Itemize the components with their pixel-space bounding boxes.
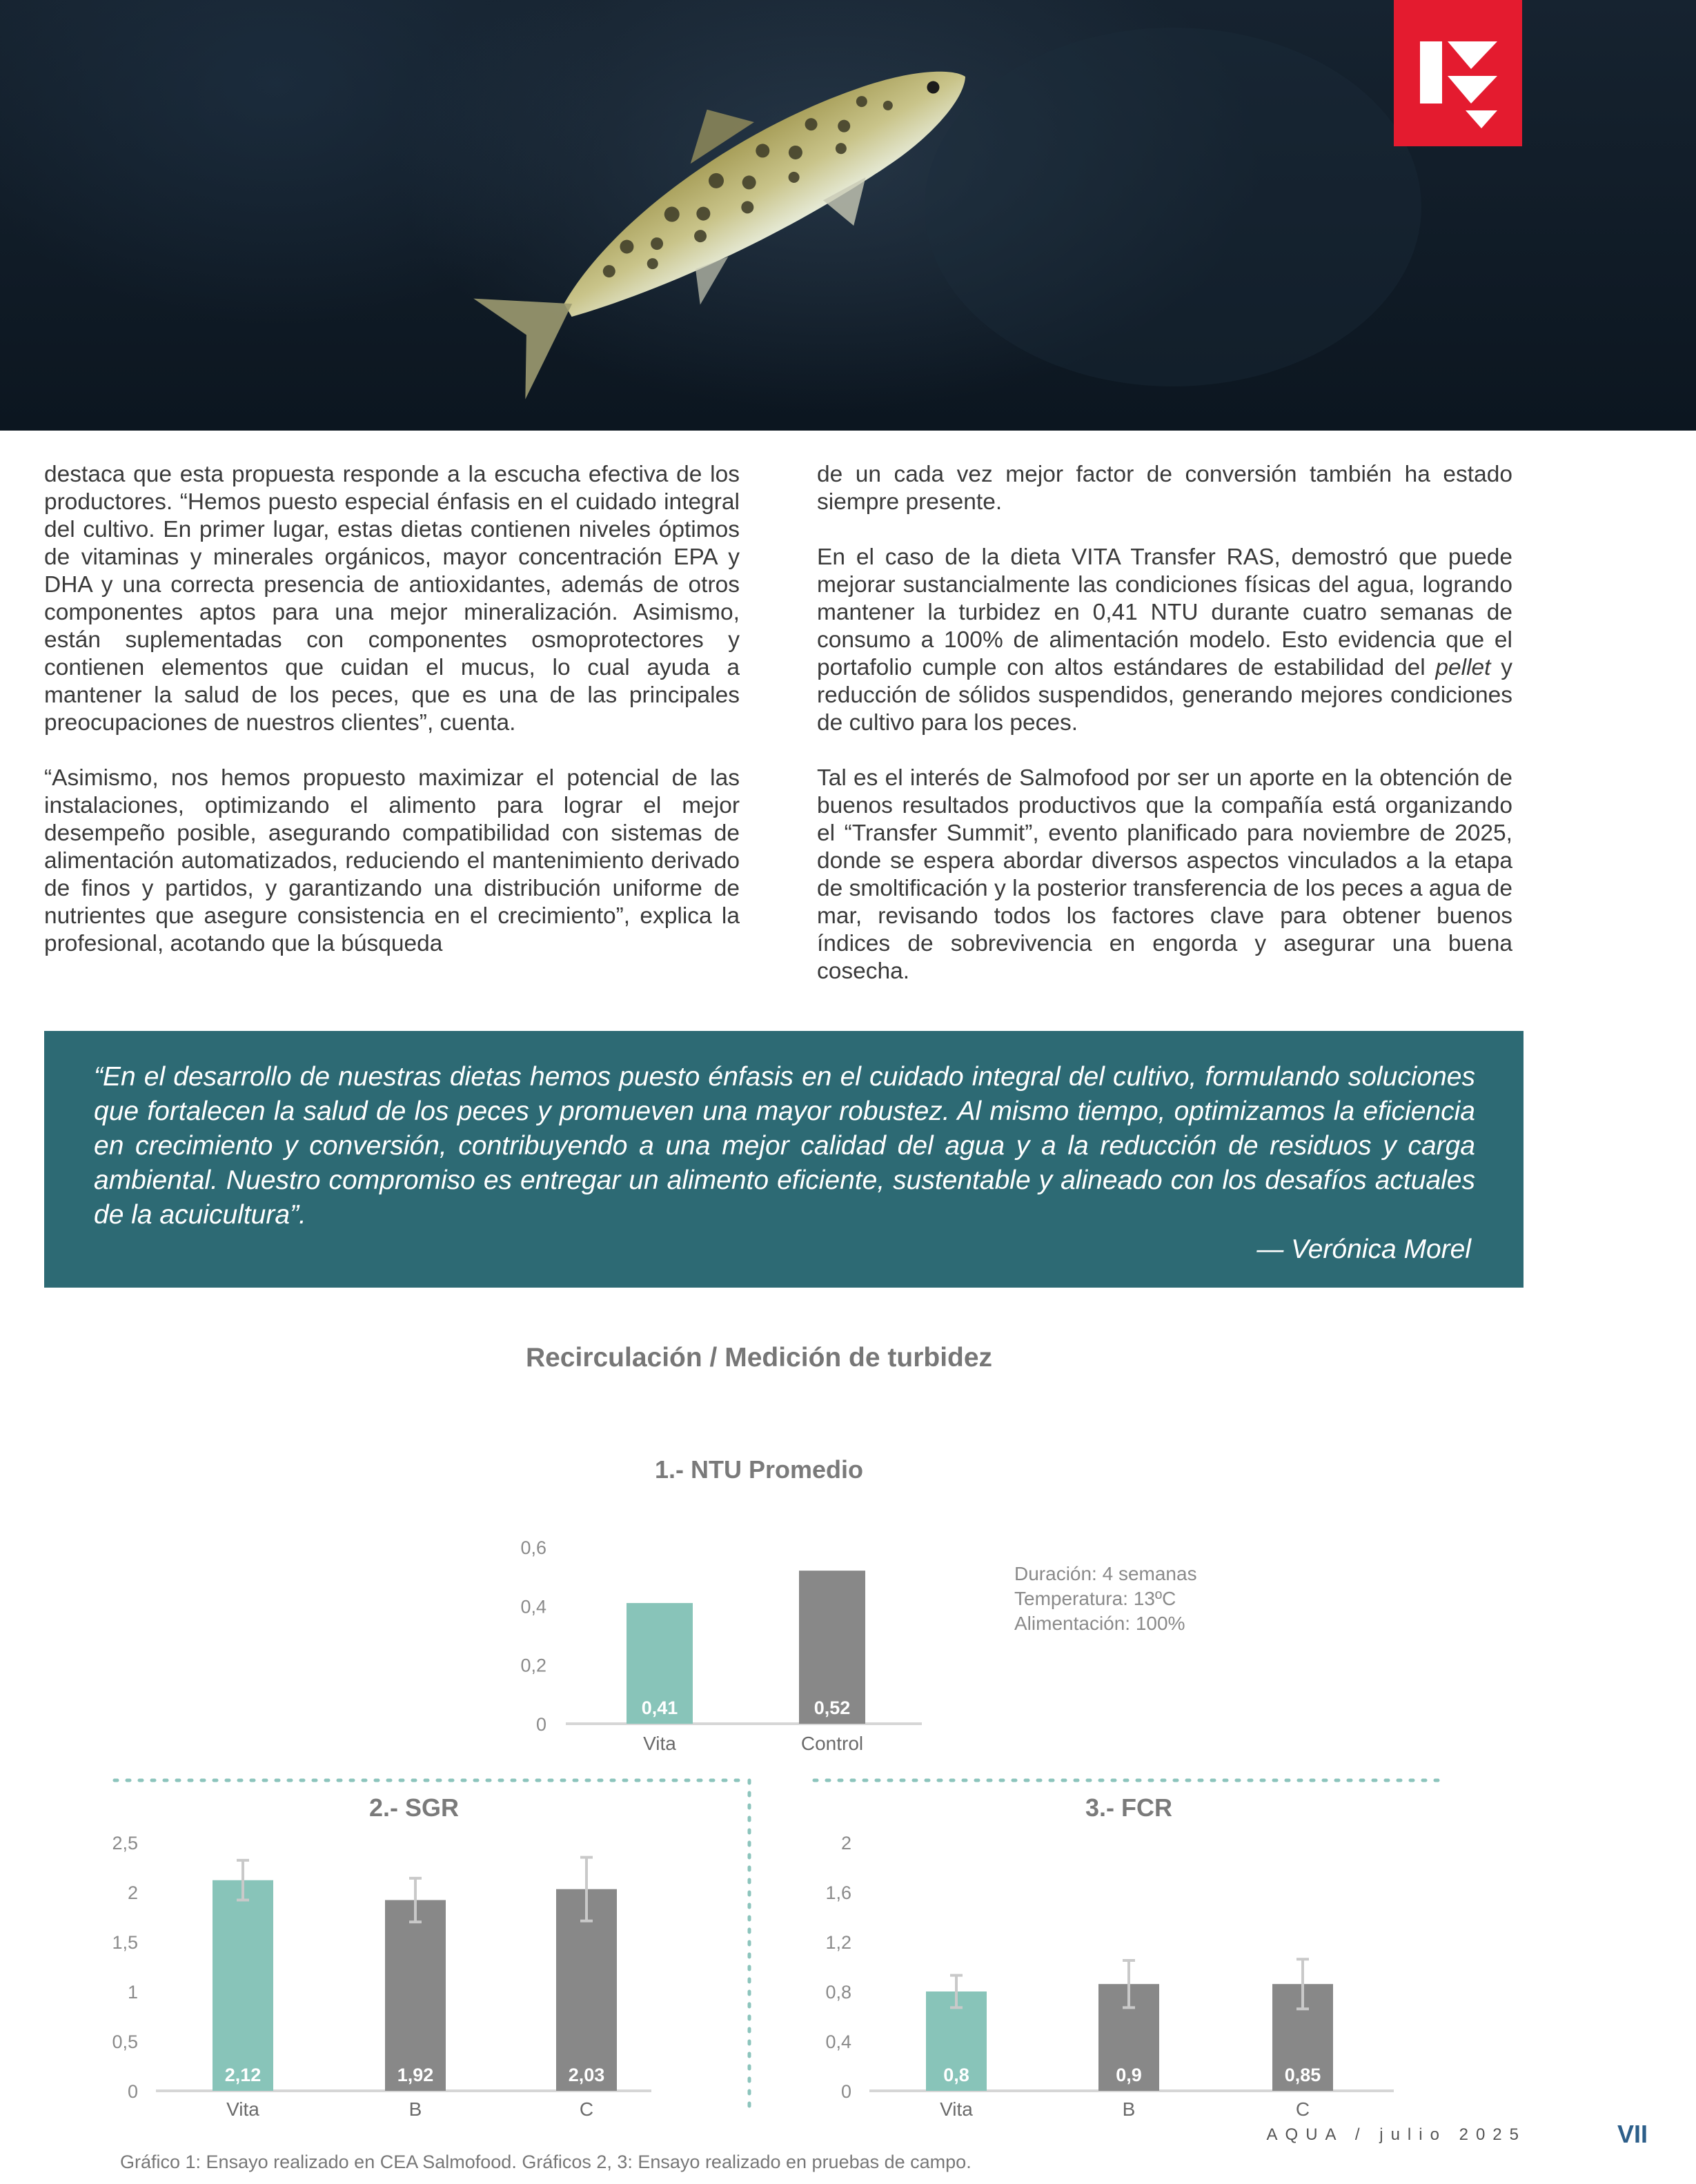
data-label: 2,03 <box>568 2065 605 2085</box>
y-tick-label: 1,6 <box>825 1882 851 1903</box>
y-tick-label: 0,5 <box>112 2031 138 2052</box>
chart-layer <box>112 1455 1442 2120</box>
y-tick-label: 0,4 <box>520 1596 546 1617</box>
data-label: 0,52 <box>814 1698 851 1718</box>
pull-quote <box>44 1031 1524 1288</box>
x-tick-label: C <box>579 2098 594 2120</box>
data-label: 0,9 <box>1116 2065 1142 2085</box>
y-tick-label: 0,8 <box>825 1982 851 2003</box>
y-tick-label: 0,6 <box>520 1537 546 1558</box>
chart-title: 1.- NTU Promedio <box>654 1455 864 1484</box>
brand-logo <box>1394 0 1522 146</box>
y-tick-label: 0,4 <box>825 2031 851 2052</box>
data-label: 0,8 <box>943 2065 969 2085</box>
italic-term: pellet <box>1435 655 1491 680</box>
hero-photo <box>0 0 1696 431</box>
y-tick-label: 0 <box>127 2081 138 2102</box>
article-column-right <box>817 461 1512 1013</box>
x-tick-label: B <box>1122 2098 1136 2120</box>
bar <box>385 1900 446 2091</box>
data-label: 0,85 <box>1284 2065 1321 2085</box>
quote-text: “En el desarrollo de nuestras dietas hemos puesto énfasis en el cuidado integral del cultivo, formulando soluciones que fortalecen la salud de los peces y promueven una mayor robustez. Al mismo tiempo, optimizamos la eficiencia en crecimiento y conversión, contribuyendo a una mejor calidad del agua y a la reducción de residuos y carga ambiental. Nuestro compromiso es entregar un alimento eficiente, sustentable y alineado con los desafíos actuales de la acuicultura”. <box>94 1062 1475 1230</box>
paragraph: de un cada vez mejor factor de conversión también ha estado siempre presente. <box>817 462 1512 515</box>
y-tick-label: 1,2 <box>825 1932 851 1953</box>
y-tick-label: 2 <box>127 1882 138 1903</box>
magazine-issue: AQUA / julio 2025 <box>1266 2125 1526 2144</box>
charts-figure <box>0 1311 1696 2167</box>
quote-author: — Verónica Morel <box>1256 1234 1471 1264</box>
chart-annotation: Alimentación: 100% <box>1014 1613 1185 1634</box>
data-label: 1,92 <box>397 2065 434 2085</box>
x-tick-label: B <box>408 2098 422 2120</box>
y-tick-label: 0 <box>840 2081 851 2102</box>
data-label: 0,41 <box>641 1698 678 1718</box>
data-label: 2,12 <box>224 2065 262 2085</box>
x-tick-label: Vita <box>940 2098 973 2120</box>
y-tick-label: 2,5 <box>112 1833 138 1853</box>
figure-caption: Gráfico 1: Ensayo realizado en CEA Salmofood. Gráficos 2, 3: Ensayo realizado en pruebas de campo. <box>120 2152 972 2172</box>
text-run: y reducción de sólidos suspendidos, generando mejores condiciones de cultivo para los peces. <box>817 655 1512 736</box>
chart-annotation: Temperatura: 13ºC <box>1014 1588 1176 1609</box>
text-run: En el caso de la dieta VITA Transfer RAS, demostró que puede mejorar sustancialmente las condiciones físicas del agua, logrando mantener la turbidez en 0,41 NTU durante cuatro semanas de consumo a 100% de alimentación modelo. Esto evidencia que el portafolio cumple con altos estándares de estabilidad del <box>817 544 1512 680</box>
page-number: VII <box>1617 2120 1648 2148</box>
paragraph: destaca que esta propuesta responde a la escucha efectiva de los productores. “Hemos puesto especial énfasis en el cuidado integral del cultivo. En primer lugar, estas dietas contienen niveles óptimos de vitaminas y minerales orgánicos, mayor concentración EPA y DHA y una correcta presencia de antioxidantes, además de otros componentes aptos para una mejor mineralización. Asimismo, están suplementadas con componentes osmoprotectores y contienen elementos que cuidan el mucus, lo cual ayuda a mantener la salud de los peces, que es una de las principales preocupaciones de nuestros clientes”, cuenta. <box>44 462 740 736</box>
logo-icon <box>1394 0 1522 146</box>
x-tick-label: Vita <box>643 1733 676 1754</box>
y-tick-label: 0,2 <box>520 1655 546 1676</box>
y-tick-label: 1 <box>127 1982 138 2003</box>
x-tick-label: Control <box>800 1733 864 1754</box>
x-tick-label: C <box>1295 2098 1310 2120</box>
section-title: Recirculación / Medición de turbidez <box>525 1343 993 1373</box>
paragraph: Tal es el interés de Salmofood por ser un aporte en la obtención de buenos resultados productivos que la compañía está organizando el “Transfer Summit”, evento planificado para noviembre de 2025, donde se espera abordar diversos aspectos vinculados a la etapa de smoltificación y la posterior transferencia de los peces a agua de mar, revisando todos los factores clave para obtener buenos índices de sobrevivencia en engorda y asegurar una buena cosecha. <box>817 765 1512 984</box>
y-tick-label: 2 <box>840 1833 851 1853</box>
x-tick-label: Vita <box>226 2098 259 2120</box>
chart-title: 2.- SGR <box>368 1793 460 1822</box>
chart-title: 3.- FCR <box>1085 1793 1172 1822</box>
paragraph: “Asimismo, nos hemos propuesto maximizar el potencial de las instalaciones, optimizando el alimento para lograr el mejor desempeño posible, asegurando compatibilidad con sistemas de alimentación automatizados, reduciendo el mantenimiento derivado de finos y partidos, y garantizando una distribución uniforme de nutrientes que asegure consistencia en el crecimiento”, explica la profesional, acotando que la búsqueda <box>44 765 740 956</box>
bar <box>213 1880 273 2091</box>
chart-annotation: Duración: 4 semanas <box>1014 1563 1197 1584</box>
y-tick-label: 1,5 <box>112 1932 138 1953</box>
article-column-left <box>44 461 740 985</box>
paragraph <box>817 544 1512 737</box>
y-tick-label: 0 <box>535 1714 546 1735</box>
